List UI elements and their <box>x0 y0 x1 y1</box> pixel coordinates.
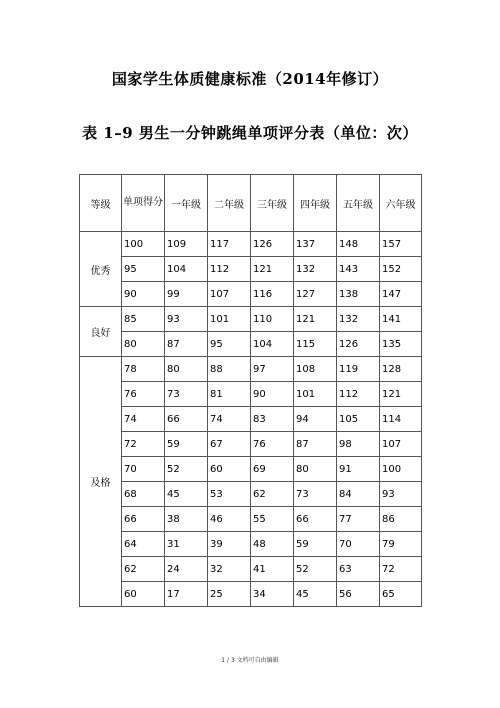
header-cell-grade: 等级 <box>80 175 122 232</box>
page-footer: 1 / 3 文档可自由编辑 <box>221 657 279 664</box>
table-row <box>80 407 422 432</box>
count-cell: 115 <box>294 332 337 357</box>
count-cell: 69 <box>251 457 294 482</box>
count-cell: 117 <box>208 232 251 257</box>
score-cell: 66 <box>122 507 165 532</box>
score-cell: 78 <box>122 357 165 382</box>
count-cell: 127 <box>294 282 337 307</box>
grade-cell: 及格 <box>80 357 122 607</box>
count-cell: 108 <box>294 357 337 382</box>
count-cell: 81 <box>208 382 251 407</box>
count-cell: 126 <box>337 332 380 357</box>
header-cell-grade5: 五年级 <box>337 175 380 232</box>
count-cell: 87 <box>294 432 337 457</box>
count-cell: 80 <box>165 357 208 382</box>
header-cell-grade3: 三年级 <box>251 175 294 232</box>
count-cell: 32 <box>208 557 251 582</box>
table-row <box>80 432 422 457</box>
count-cell: 121 <box>294 307 337 332</box>
count-cell: 73 <box>294 482 337 507</box>
count-cell: 41 <box>251 557 294 582</box>
count-cell: 112 <box>208 257 251 282</box>
count-cell: 86 <box>380 507 422 532</box>
table-row <box>80 482 422 507</box>
count-cell: 100 <box>380 457 422 482</box>
count-cell: 157 <box>380 232 422 257</box>
score-cell: 72 <box>122 432 165 457</box>
count-cell: 79 <box>380 532 422 557</box>
count-cell: 101 <box>208 307 251 332</box>
score-cell: 64 <box>122 532 165 557</box>
count-cell: 90 <box>251 382 294 407</box>
count-cell: 59 <box>165 432 208 457</box>
count-cell: 104 <box>165 257 208 282</box>
table-row <box>80 382 422 407</box>
count-cell: 72 <box>380 557 422 582</box>
count-cell: 94 <box>294 407 337 432</box>
count-cell: 148 <box>337 232 380 257</box>
table-row <box>80 357 422 382</box>
count-cell: 121 <box>380 382 422 407</box>
count-cell: 126 <box>251 232 294 257</box>
count-cell: 107 <box>208 282 251 307</box>
score-cell: 76 <box>122 382 165 407</box>
count-cell: 59 <box>294 532 337 557</box>
count-cell: 93 <box>165 307 208 332</box>
score-cell: 70 <box>122 457 165 482</box>
count-cell: 60 <box>208 457 251 482</box>
table-row <box>80 532 422 557</box>
count-cell: 107 <box>380 432 422 457</box>
count-cell: 119 <box>337 357 380 382</box>
count-cell: 132 <box>337 307 380 332</box>
table-body <box>80 232 422 607</box>
count-cell: 66 <box>294 507 337 532</box>
count-cell: 87 <box>165 332 208 357</box>
count-cell: 52 <box>294 557 337 582</box>
count-cell: 88 <box>208 357 251 382</box>
count-cell: 137 <box>294 232 337 257</box>
header-cell-grade6: 六年级 <box>380 175 422 232</box>
table-row <box>80 257 422 282</box>
count-cell: 114 <box>380 407 422 432</box>
count-cell: 38 <box>165 507 208 532</box>
table-row <box>80 332 422 357</box>
count-cell: 105 <box>337 407 380 432</box>
table-row <box>80 307 422 332</box>
count-cell: 97 <box>251 357 294 382</box>
header-cell-grade4: 四年级 <box>294 175 337 232</box>
count-cell: 48 <box>251 532 294 557</box>
table-caption: 表 1–9 男生一分钟跳绳单项评分表（单位：次） <box>82 124 418 142</box>
score-cell: 100 <box>122 232 165 257</box>
count-cell: 110 <box>251 307 294 332</box>
count-cell: 76 <box>251 432 294 457</box>
count-cell: 152 <box>380 257 422 282</box>
score-table <box>79 174 422 607</box>
score-cell: 95 <box>122 257 165 282</box>
count-cell: 25 <box>208 582 251 607</box>
score-cell: 60 <box>122 582 165 607</box>
document-title: 国家学生体质健康标准（2014年修订） <box>111 70 389 88</box>
count-cell: 91 <box>337 457 380 482</box>
header-cell-grade2: 二年级 <box>208 175 251 232</box>
score-cell: 80 <box>122 332 165 357</box>
count-cell: 95 <box>208 332 251 357</box>
count-cell: 39 <box>208 532 251 557</box>
header-cell-score: 单项得分 <box>122 175 165 232</box>
count-cell: 17 <box>165 582 208 607</box>
table-row <box>80 282 422 307</box>
count-cell: 31 <box>165 532 208 557</box>
count-cell: 66 <box>165 407 208 432</box>
count-cell: 83 <box>251 407 294 432</box>
score-cell: 85 <box>122 307 165 332</box>
header-cell-grade1: 一年级 <box>165 175 208 232</box>
count-cell: 53 <box>208 482 251 507</box>
table-row <box>80 582 422 607</box>
count-cell: 104 <box>251 332 294 357</box>
table-row <box>80 457 422 482</box>
count-cell: 77 <box>337 507 380 532</box>
count-cell: 143 <box>337 257 380 282</box>
count-cell: 121 <box>251 257 294 282</box>
score-cell: 90 <box>122 282 165 307</box>
count-cell: 80 <box>294 457 337 482</box>
count-cell: 55 <box>251 507 294 532</box>
count-cell: 67 <box>208 432 251 457</box>
count-cell: 138 <box>337 282 380 307</box>
count-cell: 62 <box>251 482 294 507</box>
table-header-row <box>80 175 422 232</box>
count-cell: 63 <box>337 557 380 582</box>
count-cell: 147 <box>380 282 422 307</box>
table-row <box>80 232 422 257</box>
count-cell: 45 <box>294 582 337 607</box>
count-cell: 52 <box>165 457 208 482</box>
count-cell: 101 <box>294 382 337 407</box>
count-cell: 74 <box>208 407 251 432</box>
count-cell: 109 <box>165 232 208 257</box>
count-cell: 98 <box>337 432 380 457</box>
count-cell: 93 <box>380 482 422 507</box>
score-cell: 62 <box>122 557 165 582</box>
count-cell: 34 <box>251 582 294 607</box>
grade-cell: 良好 <box>80 307 122 357</box>
count-cell: 56 <box>337 582 380 607</box>
count-cell: 135 <box>380 332 422 357</box>
count-cell: 24 <box>165 557 208 582</box>
score-cell: 68 <box>122 482 165 507</box>
count-cell: 128 <box>380 357 422 382</box>
count-cell: 73 <box>165 382 208 407</box>
count-cell: 132 <box>294 257 337 282</box>
table-row <box>80 507 422 532</box>
count-cell: 112 <box>337 382 380 407</box>
count-cell: 70 <box>337 532 380 557</box>
count-cell: 141 <box>380 307 422 332</box>
score-cell: 74 <box>122 407 165 432</box>
grade-cell: 优秀 <box>80 232 122 307</box>
count-cell: 46 <box>208 507 251 532</box>
count-cell: 99 <box>165 282 208 307</box>
count-cell: 65 <box>380 582 422 607</box>
table-row <box>80 557 422 582</box>
count-cell: 116 <box>251 282 294 307</box>
count-cell: 45 <box>165 482 208 507</box>
count-cell: 84 <box>337 482 380 507</box>
